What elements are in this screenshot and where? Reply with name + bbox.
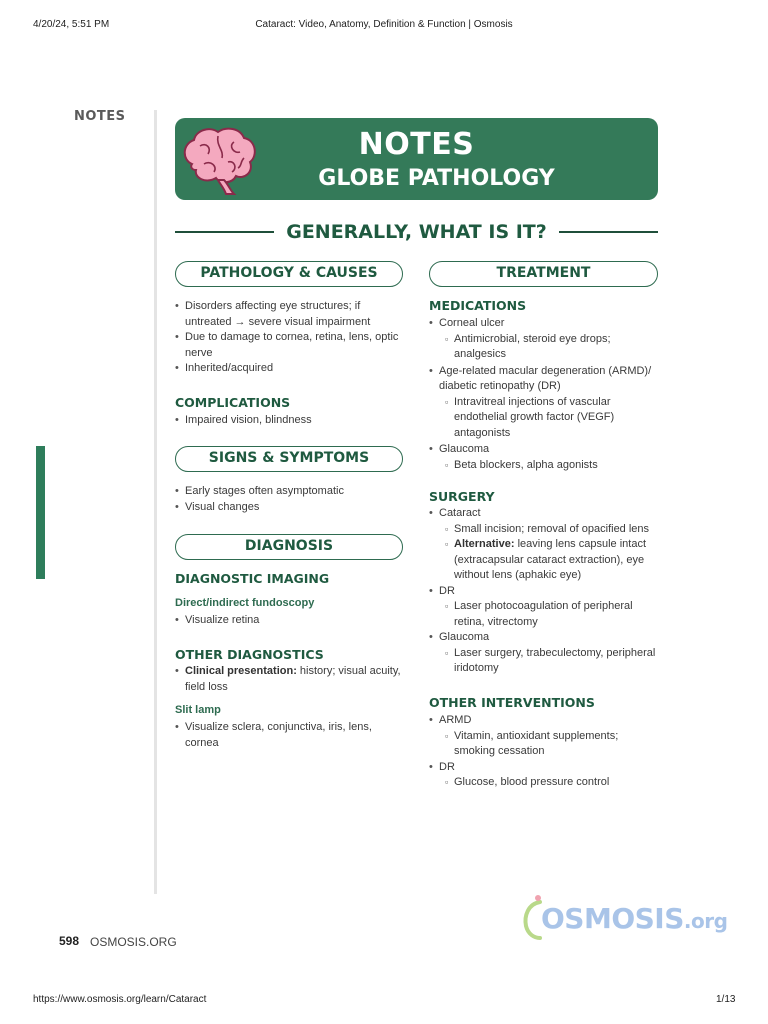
oth-dr: DR <box>439 760 455 773</box>
heading-text: GENERALLY, WHAT IS IT? <box>286 221 547 243</box>
med-armd: Age-related macular degeneration (ARMD)/ diabetic retinopathy (DR) <box>439 364 652 392</box>
heading-rule-left <box>175 231 274 233</box>
diagnosis-pill: DIAGNOSIS <box>175 534 403 560</box>
complications-list <box>175 413 403 429</box>
fundoscopy-list <box>175 613 403 629</box>
medications-title: MEDICATIONS <box>429 298 527 313</box>
list-item <box>429 316 658 363</box>
side-divider <box>154 110 157 894</box>
clinical-list <box>175 664 403 695</box>
print-url: https://www.osmosis.org/learn/Cataract <box>33 994 207 1005</box>
surgery-title: SURGERY <box>429 489 495 504</box>
list-item <box>445 537 658 584</box>
print-datetime: 4/20/24, 5:51 PM <box>33 19 110 30</box>
surgery-list <box>429 506 658 677</box>
list-item: ▫ Beta blockers, alpha agonists <box>445 458 658 474</box>
list-item: ▫ Laser surgery, trabeculectomy, peripheral iridotomy <box>445 646 658 677</box>
list-item: • Inherited/acquired <box>175 361 403 377</box>
surg-glaucoma: Glaucoma <box>439 631 490 643</box>
signs-pill: SIGNS & SYMPTOMS <box>175 446 403 472</box>
list-item <box>429 630 658 677</box>
footer-site: OSMOSIS.ORG <box>90 935 177 949</box>
list-item: • Visualize retina <box>175 613 403 629</box>
complications-title: COMPLICATIONS <box>175 395 291 410</box>
list-item <box>429 364 658 442</box>
clinical-rest: history; visual acuity, field loss <box>185 665 401 693</box>
list-item <box>429 713 658 760</box>
other-interventions-title: OTHER INTERVENTIONS <box>429 695 595 710</box>
list-item: • Visualize sclera, conjunctiva, iris, lens, cornea <box>175 720 403 751</box>
list-item: • Due to damage to cornea, retina, lens, optic nerve <box>175 330 403 361</box>
banner-subtitle: GLOBE PATHOLOGY <box>318 166 555 191</box>
list-item <box>429 584 658 631</box>
logo-main: OSMOSIS <box>541 902 684 935</box>
pathology-list <box>175 299 403 377</box>
signs-list <box>175 484 403 515</box>
pathology-pill: PATHOLOGY & CAUSES <box>175 261 403 287</box>
med-corneal: Corneal ulcer <box>439 317 505 329</box>
section-heading <box>175 217 658 247</box>
med-glaucoma: Glaucoma <box>439 443 490 455</box>
medications-list <box>429 316 658 473</box>
banner-title: NOTES <box>358 127 475 162</box>
print-page-title: Cataract: Video, Anatomy, Definition & Function | Osmosis <box>255 19 513 30</box>
list-item <box>429 442 658 473</box>
surg-cataract: Cataract <box>439 507 481 519</box>
list-item: • Visual changes <box>175 500 403 516</box>
other-interventions-list <box>429 713 658 791</box>
side-accent-bar <box>36 446 45 579</box>
heading-rule-right <box>559 231 658 233</box>
list-item <box>429 506 658 584</box>
list-item: ▫ Small incision; removal of opacified lens <box>445 522 658 538</box>
clinical-lead: Clinical presentation: <box>185 665 297 677</box>
other-diagnostics-title: OTHER DIAGNOSTICS <box>175 647 324 662</box>
list-item: • Early stages often asymptomatic <box>175 484 403 500</box>
print-page-count: 1/13 <box>716 994 736 1005</box>
osmosis-logo <box>541 902 727 935</box>
oth-armd: ARMD <box>439 714 472 726</box>
imaging-title: DIAGNOSTIC IMAGING <box>175 571 330 586</box>
list-item: ▫ Antimicrobial, steroid eye drops; analgesics <box>445 332 658 363</box>
side-notes-label: NOTES <box>74 109 126 124</box>
list-item <box>175 664 403 695</box>
slitlamp-title: Slit lamp <box>175 704 221 716</box>
slitlamp-list <box>175 720 403 751</box>
treatment-pill: TREATMENT <box>429 261 658 287</box>
logo-suffix: .org <box>683 909 728 933</box>
fundoscopy-title: Direct/indirect fundoscopy <box>175 597 315 609</box>
list-item <box>429 760 658 791</box>
list-item: • Impaired vision, blindness <box>175 413 403 429</box>
list-item: • Disorders affecting eye structures; if untreated → severe visual impairment <box>175 299 403 330</box>
list-item: ▫ Glucose, blood pressure control <box>445 775 658 791</box>
list-item: ▫ Intravitreal injections of vascular endothelial growth factor (VEGF) antagonists <box>445 395 658 442</box>
surg-alt-lead: Alternative: <box>454 538 515 550</box>
list-item: ▫ Laser photocoagulation of peripheral retina, vitrectomy <box>445 599 658 630</box>
list-item: ▫ Vitamin, antioxidant supplements; smoking cessation <box>445 729 658 760</box>
brain-icon <box>178 124 260 196</box>
surg-dr: DR <box>439 584 455 597</box>
surg-alt-rest: leaving lens capsule intact (extracapsular cataract extraction), eye without lens (aphakic eye) <box>454 538 646 581</box>
page-number: 598 <box>59 934 80 948</box>
